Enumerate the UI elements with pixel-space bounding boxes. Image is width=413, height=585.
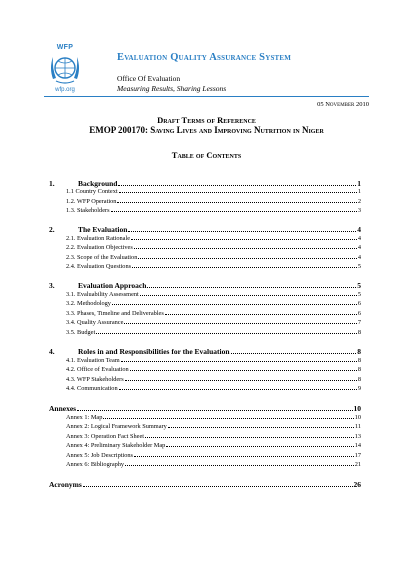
toc-entry-1[interactable] [49,179,361,188]
office-name: Office Of Evaluation [117,74,181,83]
logo-text-bottom: wfp.org [55,87,75,93]
toc-entry-1-2[interactable] [66,198,361,205]
toc-entry-page: 1 [357,179,361,188]
toc-entry-page: 21 [354,461,361,468]
toc-entry-label: 3.2. Methodology [66,300,111,307]
toc-entry-label: Annex 2: Logical Framework Summary [66,423,167,430]
system-title: Evaluation Quality Assurance System [117,52,292,63]
toc-entry-label: 1.2. WFP Operation [66,198,117,205]
leader-dots [147,287,356,288]
toc-entry-page: 3 [357,207,361,214]
toc-entry-page: 4 [357,235,361,242]
toc-entry-label: Background [78,179,118,188]
toc-entry-3-3[interactable] [66,310,361,317]
toc-entry-page: 10 [353,404,361,413]
leader-dots [140,295,357,296]
toc-entry-label: 3.1. Evaluability Assessment [66,291,139,298]
toc-entry-3[interactable] [49,281,361,290]
toc-entry-label: 3.5. Budget [66,329,96,336]
toc-entry-page: 5 [357,281,361,290]
leader-dots [125,380,357,381]
toc-entry-label: Annex 5: Job Descriptions [66,452,133,459]
leader-dots [165,314,357,315]
toc-entry-label: 1.1 Country Context [66,188,118,195]
toc-entry-number: 2. [49,225,55,234]
toc-entry-number: 3. [49,281,55,290]
leader-dots [168,427,354,428]
toc-entry-number: 1. [49,179,55,188]
toc-entry-label: Roles in and Responsibilities for the Evaluation [78,347,230,356]
toc-entry-page: 8 [357,376,361,383]
toc-entry-label: Annex 1: Map [66,414,103,421]
leader-dots [118,185,356,186]
toc-entry-1-3[interactable] [66,207,361,214]
toc-entry-4-4[interactable] [66,385,361,392]
toc-entry-label: Acronyms [49,480,82,489]
toc-entry-label: 2.3. Scope of the Evaluation [66,254,138,261]
toc-entry-acronyms[interactable] [49,480,361,489]
toc-entry-4-1[interactable] [66,357,361,364]
toc-entry-page: 2 [357,198,361,205]
leader-dots [145,437,354,438]
toc-entry-label: 2.2. Evaluation Objectives [66,244,133,251]
leader-dots [119,192,357,193]
toc-entry-3-4[interactable] [66,319,361,326]
leader-dots [77,410,352,411]
document-date: 05 November 2010 [317,101,369,108]
toc-entry-page: 17 [354,452,361,459]
toc-entry-page: 8 [357,366,361,373]
toc-entry-3-2[interactable] [66,300,361,307]
toc-entry-2-3[interactable] [66,254,361,261]
toc-entry-page: 11 [354,423,361,430]
toc-entry-2[interactable] [49,225,361,234]
toc-entry-page: 26 [353,480,361,489]
toc-entry-label: Annexes [49,404,77,413]
toc-entry-4-2[interactable] [66,366,361,373]
wfp-emblem-icon [47,52,83,86]
leader-dots [124,323,356,324]
title-line-2: EMOP 200170: Saving Lives and Improving Nutrition in Niger [89,125,324,135]
toc-entry-annex-2[interactable] [66,423,361,430]
toc-entry-label: 2.4. Evaluation Questions [66,263,132,270]
toc-entry-label: 3.4. Quality Assurance [66,319,124,326]
toc-entry-page: 4 [357,244,361,251]
toc-entry-label: 1.3. Stakeholders [66,207,110,214]
toc-entry-2-4[interactable] [66,263,361,270]
toc-entry-label: Annex 6: Bibliography [66,461,125,468]
toc-entry-page: 9 [357,385,361,392]
toc-entry-annex-3[interactable] [66,433,361,440]
leader-dots [231,353,357,354]
toc-entry-page: 8 [357,347,361,356]
toc-entry-page: 4 [357,254,361,261]
title-line-1: Draft Terms of Reference [157,115,256,125]
leader-dots [125,465,354,466]
toc-entry-label: The Evaluation [78,225,128,234]
toc-entry-label: 4.3. WFP Stakeholders [66,376,124,383]
toc-entry-label: 4.4. Communication [66,385,118,392]
toc-entry-page: 1 [357,188,361,195]
toc-entry-label: 2.1. Evaluation Rationale [66,235,131,242]
leader-dots [131,239,357,240]
toc-entry-page: 14 [354,442,361,449]
wfp-logo [44,44,86,96]
leader-dots [132,267,357,268]
leader-dots [166,446,353,447]
toc-entry-annexes[interactable] [49,404,361,413]
toc-entry-1-1[interactable] [66,188,361,195]
leader-dots [134,248,357,249]
toc-entry-4[interactable] [49,347,361,356]
leader-dots [112,304,357,305]
logo-text-top: WFP [56,44,74,51]
toc-entry-page: 7 [357,319,361,326]
toc-entry-page: 5 [357,263,361,270]
leader-dots [119,389,357,390]
toc-entry-label: Annex 4: Preliminary Stakeholder Map [66,442,166,449]
toc-entry-page: 10 [354,414,361,421]
toc-entry-annex-5[interactable] [66,452,361,459]
toc-entry-annex-6[interactable] [66,461,361,468]
leader-dots [121,361,357,362]
toc-entry-2-1[interactable] [66,235,361,242]
toc-entry-label: 4.1. Evaluation Team [66,357,120,364]
toc-entry-4-3[interactable] [66,376,361,383]
header-rule [44,96,369,97]
toc-entry-page: 13 [354,433,361,440]
toc-heading: Table of Contents [171,150,242,160]
leader-dots [111,211,357,212]
leader-dots [117,202,356,203]
toc-entry-3-5[interactable] [66,329,361,336]
tagline: Measuring Results, Sharing Lessons [117,84,227,93]
toc-entry-page: 8 [357,357,361,364]
toc-entry-label: 4.2. Office of Evaluation [66,366,129,373]
toc-entry-page: 4 [357,225,361,234]
leader-dots [128,231,356,232]
toc-entry-label: Evaluation Approach [78,281,147,290]
toc-entry-page: 8 [357,329,361,336]
toc-entry-label: 3.3. Phases, Timeline and Deliverables [66,310,164,317]
toc-entry-annex-1[interactable] [66,414,361,421]
toc-entry-3-1[interactable] [66,291,361,298]
toc-entry-page: 5 [357,291,361,298]
leader-dots [103,418,353,419]
toc-entry-label: Annex 3: Operation Fact Sheet [66,433,144,440]
toc-entry-page: 6 [357,300,361,307]
toc-entry-number: 4. [49,347,55,356]
leader-dots [83,486,353,487]
leader-dots [138,258,356,259]
leader-dots [96,333,357,334]
leader-dots [130,370,357,371]
toc-entry-2-2[interactable] [66,244,361,251]
toc-entry-annex-4[interactable] [66,442,361,449]
toc-entry-page: 6 [357,310,361,317]
leader-dots [134,456,354,457]
